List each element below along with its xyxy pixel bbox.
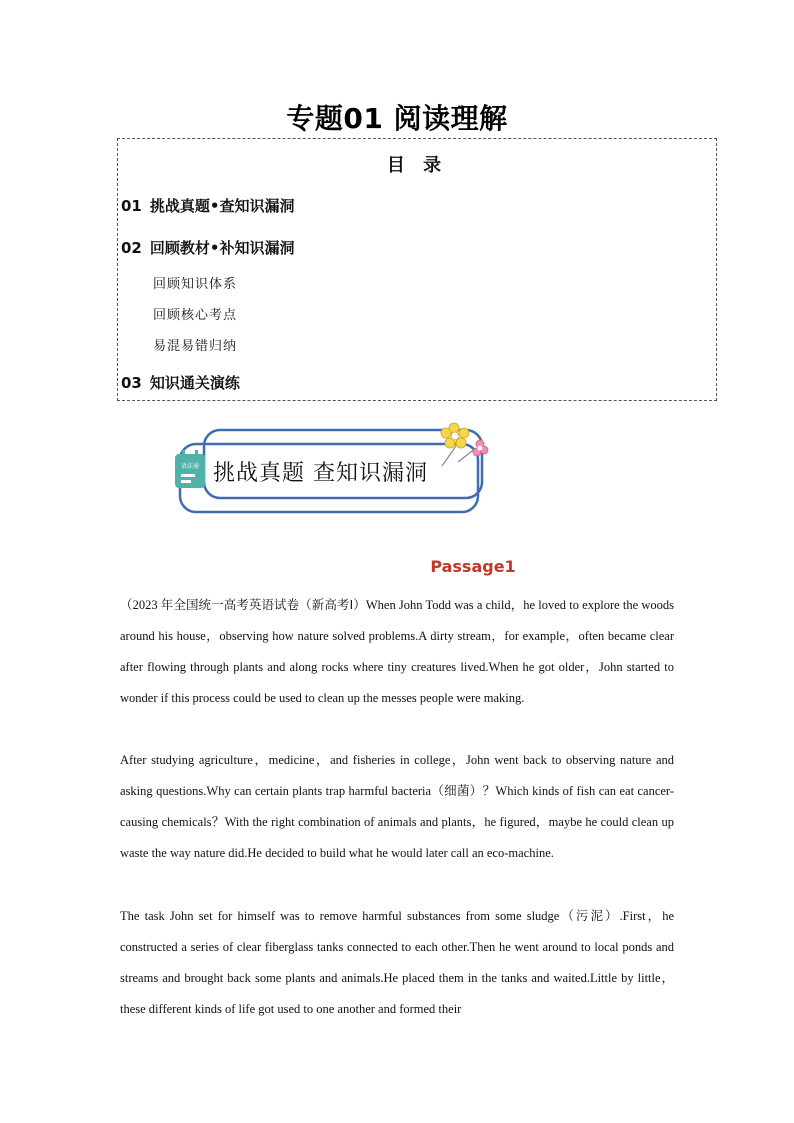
toc-item-01[interactable] — [121, 195, 294, 216]
toc-item-02[interactable] — [121, 237, 294, 258]
passage-paragraph: （2023 年全国统一高考英语试卷（新高考Ⅰ）When John Todd was a child，he loved to explore the woods around his house，observing how nature solved problems.A dirty stream，for example，often became clear after flowing through plants and along rocks where tiny creatures lived.When he got older，John started to wonder if this process could be used to clean up the messes people were making. — [120, 598, 674, 705]
toc-item-03[interactable] — [121, 372, 240, 393]
passage-paragraph: The task John set for himself was to remove harmful substances from some sludge（污泥）.First，he constructed a series of clear fiberglass tanks connected to each other.Then he went around to local ponds and streams and brought back some plants and animals.He placed them in the tanks and waited.Little by little，these different kinds of life got used to one another and formed their — [120, 909, 674, 1016]
toc-item-number: 01 — [121, 197, 142, 215]
toc-subitem[interactable]: 回顾知识体系 — [153, 277, 238, 292]
banner-title: 挑战真题 查知识漏洞 — [213, 461, 428, 486]
passage-title: Passage1 — [430, 557, 516, 576]
table-of-contents — [117, 138, 717, 401]
toc-item-label: 回顾教材•补知识漏洞 — [149, 239, 295, 257]
icon-label: 语法通 — [180, 463, 200, 470]
toc-subitem[interactable]: 易混易错归纳 — [153, 339, 238, 354]
toc-heading: 目 录 — [386, 155, 448, 176]
toc-item-number: 03 — [121, 374, 142, 392]
toc-item-label: 知识通关演练 — [149, 374, 240, 392]
toc-subitem[interactable]: 回顾核心考点 — [153, 308, 238, 323]
passage-paragraph: After studying agriculture，medicine，and fisheries in college，John went back to observing nature and asking questions.Why can certain plants trap harmful bacteria（细菌）？Which kinds of fish can eat cancer-causing chemicals？With the right combination of animals and plants，he figured，maybe he could clean up waste the way nature did.He decided to build what he would later call an eco-machine. — [120, 753, 674, 860]
toc-item-number: 02 — [121, 239, 142, 257]
toc-item-label: 挑战真题•查知识漏洞 — [149, 197, 295, 215]
page-title: 专题01 阅读理解 — [286, 102, 508, 135]
